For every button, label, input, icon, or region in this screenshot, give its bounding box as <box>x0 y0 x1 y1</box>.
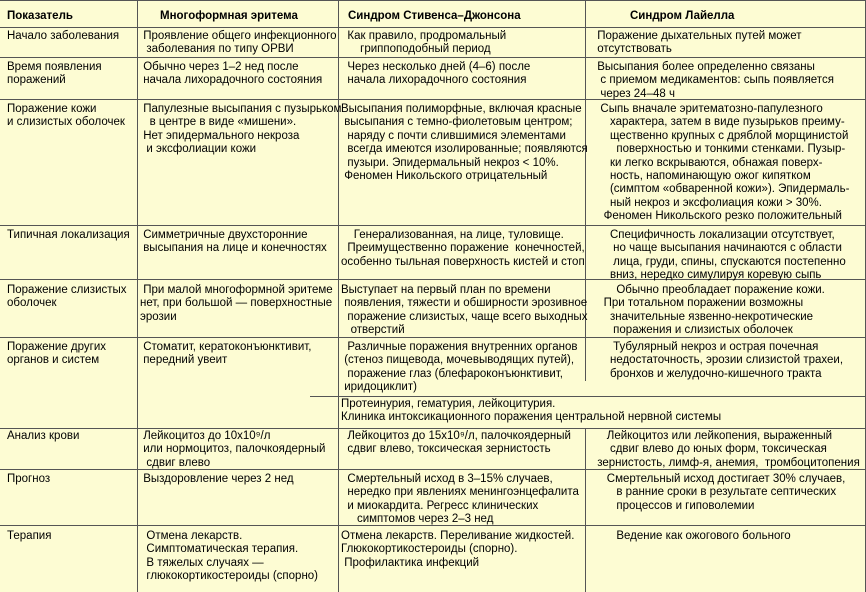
lyell-cell: Поражение дыхательных путей может отсутствовать <box>597 30 802 56</box>
row-divider <box>0 0 866 1</box>
multiform-erythema-cell: Лейкоцитоз до 10x10⁹/л или нормоцитоз, палочкоядерный сдвиг влево <box>143 430 326 469</box>
indicator-cell: Прогноз <box>7 473 51 485</box>
header-lyell: Синдром Лайелла <box>630 10 735 22</box>
column-divider <box>585 428 586 592</box>
column-divider <box>338 0 339 592</box>
stevens-johnson-cell: Через несколько дней (4–6) после начала лихорадочного состояния <box>347 61 531 87</box>
indicator-cell: Типичная локализация <box>7 229 130 241</box>
multiform-erythema-cell: Обычно через 1–2 нед после начала лихорадочного состояния <box>143 61 323 87</box>
multiform-erythema-cell: Проявление общего инфекционного заболевания по типу ОРВИ <box>143 30 337 56</box>
indicator-cell: Терапия <box>7 530 52 542</box>
stevens-johnson-cell: Отмена лекарств. Переливание жидкостей. Глюкокортикостероиды (спорно). Профилактика инфекций <box>341 530 575 569</box>
lyell-cell: Лейкоцитоз или лейкопения, выраженный сдвиг влево до юных форм, токсическая зернистость, лимф-я, анемия, тромбоцитопения <box>597 430 860 469</box>
stevens-johnson-cell: Различные поражения внутренних органов (стеноз пищевода, мочевыводящих путей), поражение глаз (блефароконъюнктивит, иридоциклит) <box>344 341 578 394</box>
row-divider <box>0 428 866 429</box>
indicator-cell: Поражение слизистых оболочек <box>7 284 127 310</box>
stevens-johnson-cell: Смертельный исход в 3–15% случаев, нередко при явлениях менингоэнцефалита и миокардита. Регресс клинических симптомов через 2–3 нед <box>347 473 579 526</box>
indicator-cell: Время появления поражений <box>7 61 102 87</box>
indicator-cell: Анализ крови <box>7 430 80 442</box>
multiform-erythema-cell: Выздоровление через 2 нед <box>140 473 294 485</box>
common-findings-cell: Протеинурия, гематурия, лейкоцитурия. Клиника интоксикационного поражения центральной нервной системы <box>341 398 722 424</box>
row-divider <box>0 225 866 226</box>
multiform-erythema-cell: Отмена лекарств. Симптоматическая терапия. В тяжелых случаях — глюкокортикостероиды (спорно) <box>146 530 319 583</box>
lyell-cell: Ведение как ожогового больного <box>594 530 791 542</box>
lyell-cell: Тубулярный некроз и острая почечная недостаточность, эрозии слизистой трахеи, бронхов и желудочно-кишечного тракта <box>609 341 844 380</box>
multiform-erythema-cell: Стоматит, кератоконъюнктивит, передний увеит <box>143 341 312 367</box>
multiform-erythema-cell: Симметричные двухсторонние высыпания на лице и конечностях <box>143 229 327 255</box>
indicator-cell: Поражение других органов и систем <box>7 341 107 367</box>
column-divider <box>137 0 138 592</box>
header-stevens-johnson: Синдром Стивенса–Джонсона <box>348 10 521 22</box>
stevens-johnson-cell: Высыпания полиморфные, включая красные высыпания с темно-фиолетовым центром; наряду с почти слившимися элементами всегда имеются изолированные; появляются пузыри. Эпидермальный некроз < 10%. Феномен Никольского отрицательный <box>341 103 588 183</box>
multiform-erythema-cell: Папулезные высыпания с пузырьком в центре в виде «мишени». Нет эпидермального некроза и эксфолиации кожи <box>143 103 342 156</box>
indicator-cell: Поражение кожи и слизистых оболочек <box>7 103 125 129</box>
stevens-johnson-cell: Генерализованная, на лице, туловище. Преимущественно поражение конечностей, особенно тыльная поверхность кистей и стоп <box>341 229 585 268</box>
stevens-johnson-cell: Лейкоцитоз до 15х10⁹/л, палочкоядерный сдвиг влево, токсическая зернистость <box>347 430 571 456</box>
row-divider <box>310 396 866 397</box>
multiform-erythema-cell: При малой многоформной эритеме нет, при большой — поверхностные эрозии <box>140 284 333 323</box>
stevens-johnson-cell: Как правило, продромальный гриппоподобный период <box>347 30 507 56</box>
lyell-cell: Высыпания более определенно связаны с приемом медикаментов: сыпь появляется через 24–48 ч <box>597 61 834 100</box>
header-multiform-erythema: Многоформная эритема <box>160 10 298 22</box>
lyell-cell: Смертельный исход достигает 30% случаев, в ранние сроки в результате септических процессов и гиповолемии <box>606 473 846 512</box>
row-divider <box>0 27 866 28</box>
row-divider <box>0 57 866 58</box>
indicator-cell: Начало заболевания <box>7 30 120 42</box>
lyell-cell: Сыпь вначале эритематозно-папулезного характера, затем в виде пузырьков преиму- щественно крупных с дряблой морщинистой поверхностью и тонкими стенками. Пузыр- ки легко вскрываются, обнажая поверх- ность, напоминающую ожог кипятком (симптом «обваренной кожи»). Эпидермаль- ный некроз и эксфолиация кожи > 30%. Феномен Никольского резко положительный <box>600 103 850 223</box>
stevens-johnson-cell: Выступает на первый план по времени появления, тяжести и обширности эрозивное поражение слизистых, чаще всего выходных отверстий <box>341 284 588 337</box>
lyell-cell: Специфичность локализации отсутствует, но чаще высыпания начинаются с области лица, груди, спины, спускаются постепенно вниз, нередко симулируя коревую сыпь <box>609 229 846 282</box>
lyell-cell: Обычно преобладает поражение кожи. При тотальном поражении возможны значительные язвенно-некротические поражения и слизистых оболочек <box>603 284 825 337</box>
header-indicator: Показатель <box>7 10 73 22</box>
